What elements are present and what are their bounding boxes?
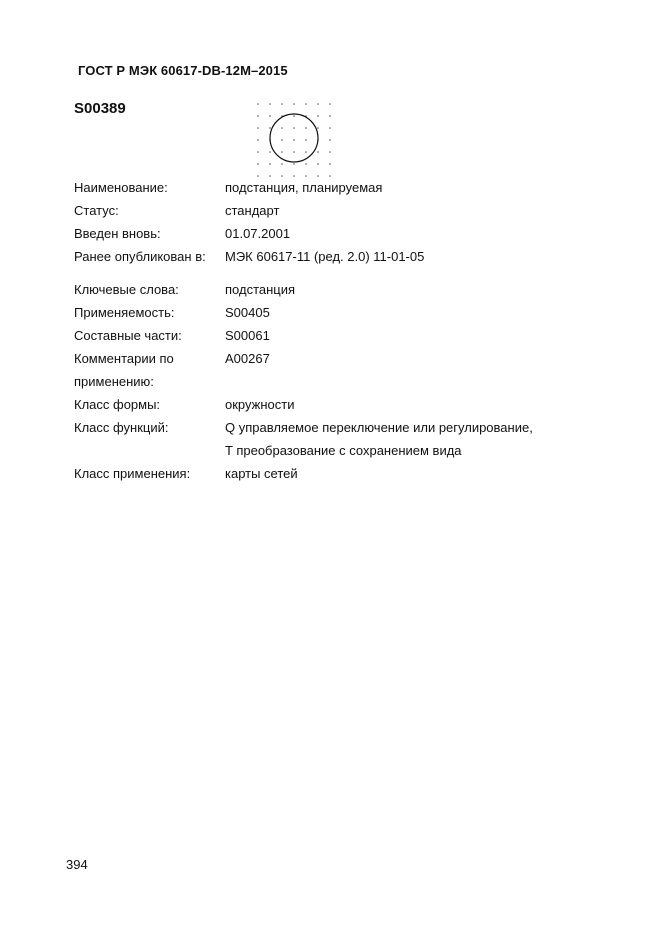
grid-dot <box>305 127 307 129</box>
grid-dot <box>293 115 295 117</box>
grid-dot <box>293 103 295 105</box>
grid-dot <box>329 127 331 129</box>
substation-circle <box>270 114 318 162</box>
application-class-value: карты сетей <box>225 466 298 481</box>
name-value: подстанция, планируемая <box>225 180 383 195</box>
introduced-label: Введен вновь: <box>74 226 161 241</box>
grid-dot <box>293 139 295 141</box>
published-value: МЭК 60617-11 (ред. 2.0) 11-01-05 <box>225 249 425 264</box>
grid-dot <box>257 127 259 129</box>
grid-dot <box>281 127 283 129</box>
comments-value: A00267 <box>225 351 270 366</box>
grid-dot <box>293 127 295 129</box>
page-header: ГОСТ Р МЭК 60617-DB-12M–2015 <box>78 63 288 78</box>
keywords-value: подстанция <box>225 282 296 297</box>
grid-dot <box>281 163 283 165</box>
grid-dot <box>269 163 271 165</box>
grid-dot <box>281 175 283 177</box>
function-class-value-line-2: T преобразование с сохранением вида <box>225 443 462 458</box>
grid-dot <box>317 127 319 129</box>
page-number: 394 <box>66 857 88 872</box>
function-class-label: Класс функций: <box>74 420 169 435</box>
introduced-value: 01.07.2001 <box>225 226 291 241</box>
parts-value: S00061 <box>225 328 270 343</box>
grid-dot <box>317 115 319 117</box>
grid-dot <box>293 175 295 177</box>
applicability-value: S00405 <box>225 305 270 320</box>
circle-in-dotted-grid-icon <box>254 101 332 177</box>
parts-label: Составные части: <box>74 328 182 343</box>
status-value: стандарт <box>225 203 280 218</box>
grid-dot <box>305 139 307 141</box>
grid-dot <box>305 151 307 153</box>
grid-dot <box>329 115 331 117</box>
keywords-label: Ключевые слова: <box>74 282 179 297</box>
comments-label-line-1: Комментарии по <box>74 351 174 366</box>
grid-dot <box>329 175 331 177</box>
grid-dot <box>257 139 259 141</box>
grid-dot <box>305 103 307 105</box>
grid-dot <box>269 103 271 105</box>
grid-dot <box>317 163 319 165</box>
grid-dot <box>257 175 259 177</box>
shape-class-value: окружности <box>225 397 295 412</box>
shape-class-label: Класс формы: <box>74 397 161 412</box>
grid-dot <box>269 127 271 129</box>
grid-dot <box>329 163 331 165</box>
function-class-value-line-1: Q управляемое переключение или регулирование, <box>225 420 533 435</box>
application-class-label: Класс применения: <box>74 466 191 481</box>
grid-dot <box>293 163 295 165</box>
grid-dot <box>329 103 331 105</box>
grid-dot <box>269 115 271 117</box>
grid-dot <box>257 151 259 153</box>
grid-dot <box>317 151 319 153</box>
applicability-label: Применяемость: <box>74 305 175 320</box>
name-label: Наименование: <box>74 180 168 195</box>
grid-dot <box>257 115 259 117</box>
grid-dot <box>317 175 319 177</box>
grid-dot <box>281 103 283 105</box>
grid-dot <box>281 151 283 153</box>
grid-dot <box>329 139 331 141</box>
grid-dot <box>269 175 271 177</box>
grid-dot <box>305 163 307 165</box>
grid-dot <box>293 151 295 153</box>
grid-dot <box>269 151 271 153</box>
grid-dot <box>305 175 307 177</box>
published-label: Ранее опубликован в: <box>74 249 206 264</box>
grid-dot <box>281 139 283 141</box>
comments-label-line-2: применению: <box>74 374 154 389</box>
grid-dot <box>329 151 331 153</box>
status-label: Статус: <box>74 203 119 218</box>
symbol-code: S00389 <box>74 100 126 117</box>
grid-dot <box>257 103 259 105</box>
grid-dot <box>257 163 259 165</box>
grid-dot <box>317 103 319 105</box>
